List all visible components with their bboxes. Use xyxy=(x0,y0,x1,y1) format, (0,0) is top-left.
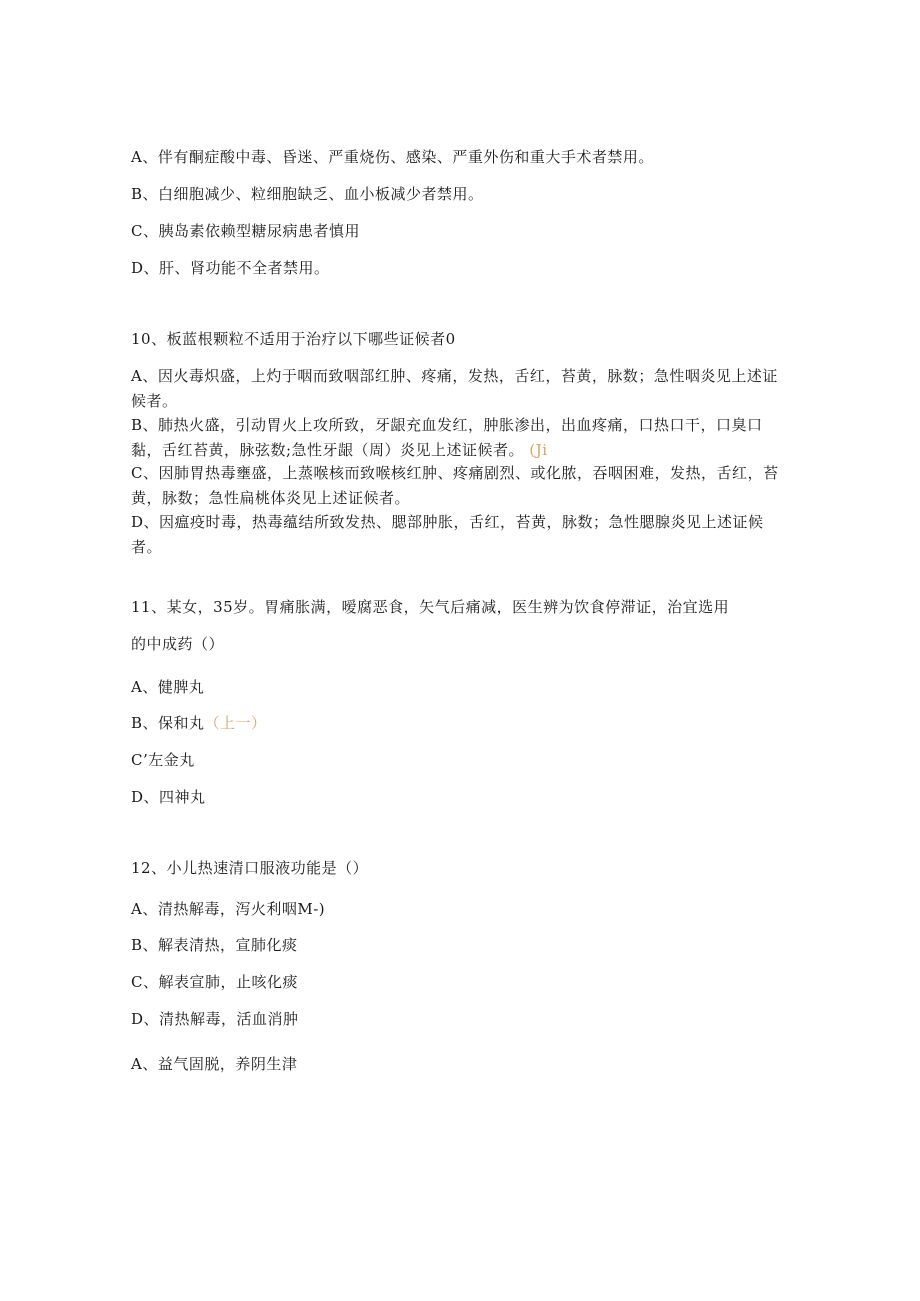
q12-option-c: C、解表宣肺，止咳化痰 xyxy=(131,973,298,991)
q11-option-c: C’左金丸 xyxy=(131,751,195,769)
q9-option-d: D、肝、肾功能不全者禁用。 xyxy=(131,259,330,277)
q11-option-d: D、四神丸 xyxy=(131,788,206,806)
q10-option-a: A、因火毒炽盛，上灼于咽而致咽部红肿、疼痛，发热，舌红，苔黄，脉数；急性咽炎见上述证候者。 xyxy=(131,367,778,410)
q9-option-b: B、白细胞减少、粒细胞缺乏、血小板减少者禁用。 xyxy=(131,185,484,203)
q11-option-b-mark: （上一） xyxy=(204,714,267,732)
q9-option-c: C、胰岛素依赖型糖尿病患者慎用 xyxy=(131,222,360,240)
q11-option-b-text: B、保和丸 xyxy=(131,714,205,732)
q13-option-a: A、益气固脱，养阴生津 xyxy=(131,1055,298,1073)
q11-option-b xyxy=(131,712,267,733)
q12-stem: 12、小儿热速清口服液功能是（） xyxy=(131,859,369,877)
q10-option-b-mark: (Ji xyxy=(529,440,548,459)
q10-option-c: C、因肺胃热毒壅盛，上蒸喉核而致喉核红肿、疼痛剧烈、或化脓，吞咽困难，发热，舌红，苔黄，脉数；急性扁桃体炎见上述证候者。 xyxy=(131,464,779,507)
q11-stem-line1: 11、某女，35岁。胃痛胀满，嗳腐恶食，矢气后痛减，医生辨为饮食停滞证，治宜选用 xyxy=(131,598,730,616)
q12-option-b: B、解表清热，宣肺化痰 xyxy=(131,936,298,954)
q9-option-a: A、伴有酮症酸中毒、昏迷、严重烧伤、感染、严重外伤和重大手术者禁用。 xyxy=(131,148,654,166)
q10-option-b xyxy=(131,413,781,462)
q10-option-b-text: B、肺热火盛，引动胃火上攻所致，牙龈充血发红，肿胀渗出，出血疼痛，口热口干，口臭口黏，舌红苔黄，脉弦数;急性牙龈（周）炎见上述证候者。 xyxy=(131,416,763,459)
q12-option-a: A、清热解毒，泻火利咽M-) xyxy=(131,900,326,918)
q12-option-d: D、清热解毒，活血消肿 xyxy=(131,1010,299,1028)
q11-option-a: A、健脾丸 xyxy=(131,678,205,696)
q11-stem-line2: 的中成药（） xyxy=(131,635,225,653)
q10-option-d: D、因瘟疫时毒，热毒蕴结所致发热、腮部肿胀，舌红，苔黄，脉数；急性腮腺炎见上述证候者。 xyxy=(131,513,764,556)
q10-stem: 10、板蓝根颗粒不适用于治疗以下哪些证候者0 xyxy=(131,330,456,348)
